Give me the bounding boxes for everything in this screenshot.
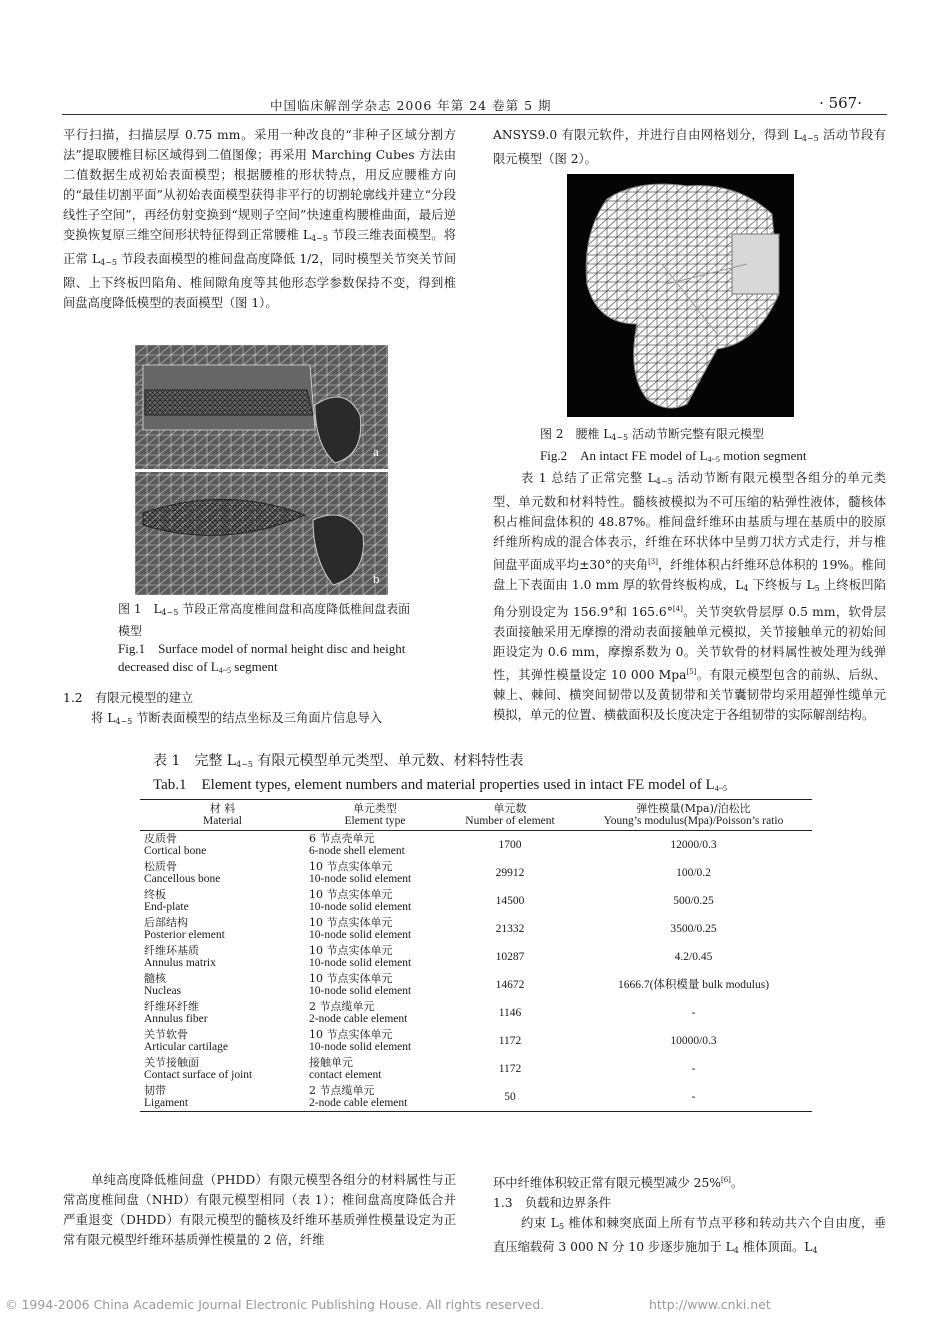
type-zh: 接触单元	[309, 1056, 353, 1069]
material-en: Posterior element	[144, 929, 225, 941]
bottom-right-paragraph	[493, 1170, 886, 1261]
citation-ref: [3]	[648, 558, 658, 566]
figure-2-caption-zh	[540, 425, 880, 447]
subscript: 4~5	[161, 608, 179, 617]
type-zh: 10 节点实体单元	[309, 944, 393, 957]
cell-properties: -	[691, 1090, 696, 1103]
subscript: 4	[733, 1246, 739, 1255]
header-en: Material	[203, 815, 242, 827]
subscript: 4~5	[611, 433, 629, 442]
text: 有限元模型单元类型、单元数、材料特性表	[253, 753, 524, 769]
figure-1-mesh	[135, 345, 388, 595]
page-number: · 567·	[819, 94, 862, 112]
material-zh: 髓核	[144, 972, 166, 985]
header-rule	[62, 114, 887, 115]
type-en: 10-node solid element	[309, 901, 412, 913]
cell-element-type	[305, 1055, 445, 1083]
text: 下终板与 L	[748, 578, 815, 592]
cell-number: 1146	[498, 1006, 522, 1019]
cell-element-type	[305, 971, 445, 999]
subscript: 5	[558, 1222, 565, 1231]
table-row	[140, 859, 812, 887]
header-zh: 单元类型	[353, 802, 397, 815]
subscript: 4	[812, 1246, 818, 1255]
table-row	[140, 1083, 812, 1112]
cell-properties: 3500/0.25	[670, 922, 717, 935]
type-zh: 6 节点壳单元	[309, 832, 375, 845]
figure-2-image	[567, 174, 794, 417]
col-header-number	[445, 800, 575, 831]
type-en: 10-node solid element	[309, 873, 412, 885]
header-zh: 材 料	[209, 802, 236, 815]
cell-element-type	[305, 943, 445, 971]
subscript: 4	[743, 584, 749, 593]
caption-text: motion segment	[719, 448, 807, 463]
subscript: 4~5	[218, 666, 232, 675]
figure-1-caption-en	[118, 640, 418, 680]
table-row	[140, 1055, 812, 1083]
material-en: Ligament	[144, 1097, 189, 1109]
table-row	[140, 831, 812, 860]
section-1-2-text	[63, 708, 456, 732]
right-paragraph-body	[493, 468, 886, 725]
material-zh: 关节接触面	[144, 1056, 199, 1069]
material-en: Cortical bone	[144, 845, 207, 857]
text: 椎体顶面。L	[738, 1240, 813, 1254]
cell-element-type	[305, 915, 445, 943]
cell-number: 21332	[495, 922, 525, 935]
text: 。关节突软骨层厚 0.5 mm，软骨层表面接触采用无摩擦的滑动表面接触单元模拟，关节接触单元的初始间距设定为 0.6 mm，摩擦系数为 0。关节软骨的材料属性被处理为线弹性，其弹性模量设定 10 000 Mpa	[493, 605, 886, 682]
type-zh: 10 节点实体单元	[309, 916, 393, 929]
text: 活动节段有限元模型（图 2）。	[493, 128, 886, 166]
text: 环中纤维体积较正常有限元模型减少 25%	[493, 1176, 721, 1190]
type-zh: 10 节点实体单元	[309, 888, 393, 901]
cell-material	[140, 915, 305, 943]
material-zh: 松质骨	[144, 860, 177, 873]
cell-number: 29912	[495, 866, 525, 879]
subscript: 4~5	[655, 477, 673, 486]
copyright-text: © 1994-2006 China Academic Journal Electronic Publishing House. All rights reserved.	[5, 1297, 545, 1312]
text: Tab.1 Element types, element numbers and material properties used in intact FE model of L	[153, 777, 715, 793]
cell-number: 1172	[498, 1062, 522, 1075]
cell-element-type	[305, 831, 445, 860]
left-paragraph-intro	[63, 125, 456, 313]
text: ，纤维体积占纤维环总体积的 19%。椎间盘上下表面由 1.0 mm 厚的软骨终板构成，L	[493, 558, 886, 592]
material-en: Cancellous bone	[144, 873, 221, 885]
section-1-3-heading: 1.3 负载和边界条件	[493, 1196, 611, 1210]
col-header-material	[140, 800, 305, 831]
cell-material	[140, 1055, 305, 1083]
figure-2-caption	[540, 425, 880, 469]
cell-properties: -	[691, 1062, 696, 1075]
figure-1-label-b: b	[373, 571, 380, 586]
cell-element-type	[305, 999, 445, 1027]
figure-2-mesh	[567, 174, 794, 417]
figure-2-caption-en	[540, 447, 880, 469]
cell-material	[140, 887, 305, 915]
type-en: 2-node cable element	[309, 1097, 408, 1109]
type-zh: 10 节点实体单元	[309, 860, 393, 873]
cell-properties: 10000/0.3	[670, 1034, 717, 1047]
type-en: 2-node cable element	[309, 1013, 408, 1025]
text: 表 1 总结了正常完整 L	[521, 471, 656, 485]
text: 表 1 完整 L	[153, 753, 237, 769]
citation-ref: [6]	[721, 1176, 731, 1184]
cell-number: 14672	[495, 978, 525, 991]
cell-material	[140, 971, 305, 999]
header-zh: 弹性模量(Mpa)/泊松比	[636, 802, 751, 815]
text: 上终板凹陷角分别设定为 156.9°和 165.6°	[493, 578, 886, 619]
table-row	[140, 971, 812, 999]
material-en: Annulus fiber	[144, 1013, 208, 1025]
subscript: 4~5	[714, 784, 728, 793]
text: 约束 L	[521, 1216, 559, 1230]
cell-properties: 500/0.25	[673, 894, 714, 907]
cell-number: 50	[504, 1090, 516, 1103]
text: 。有限元模型包含的前纵、后纵、棘上、棘间、横突间韧带以及黄韧带和关节囊韧带均采用超弹性缆单元模拟，单元的位置、横截面积及长度决定于各组韧带的实际解剖结构。	[493, 668, 886, 722]
bottom-left-paragraph	[63, 1170, 456, 1250]
material-zh: 皮质骨	[144, 832, 177, 845]
table-row	[140, 999, 812, 1027]
figure-1-image	[135, 345, 388, 595]
section-1-2	[63, 688, 456, 732]
caption-text: 图 1 L	[118, 602, 162, 616]
footer-url[interactable]: http://www.cnki.net	[649, 1297, 771, 1312]
table-1-title-zh	[153, 750, 523, 770]
intro-text-3: 节段表面模型的椎间盘高度降低 1/2，同时模型关节突关节间隙、上下终板凹陷角、椎间隙角度等其他形态学参数保持不变，得到椎间盘高度降低模型的表面模型（图 1）。	[63, 252, 456, 310]
type-en: 6-node shell element	[309, 845, 405, 857]
section-1-2-heading: 1.2 有限元模型的建立	[63, 691, 194, 705]
citation-ref: [5]	[686, 668, 697, 676]
citation-ref: [4]	[672, 605, 683, 613]
intro-text-2: 节段三维表面模型。将正常 L	[63, 228, 456, 266]
cell-material	[140, 1083, 305, 1112]
table-row	[140, 887, 812, 915]
type-en: 10-node solid element	[309, 1041, 412, 1053]
type-en: 10-node solid element	[309, 985, 412, 997]
cell-properties: 100/0.2	[676, 866, 711, 879]
subscript: 4~5	[100, 258, 117, 267]
subscript: 4~5	[236, 760, 253, 769]
intro-text-1: 平行扫描，扫描层厚 0.75 mm。采用一种改良的“非种子区域分割方法”提取腰椎目标区域得到二值图像；再采用 Marching Cubes 方法由二值数据生成初始表面模型；根据腰椎的形状特点，用反应腰椎方向的“最佳切割平面”从初始表面模型获得非平行的切割轮廓线并建立“分段线性子空间”，再经仿射变换到“规则子空间”快速重构腰椎曲面，最后逆变换恢复原三维空间形状特征得到正常腰椎 L	[63, 128, 456, 242]
text: 节断表面模型的结点坐标及三角面片信息导入	[132, 711, 383, 725]
table-1-title-en	[153, 773, 727, 794]
cell-properties: 12000/0.3	[670, 838, 717, 851]
cell-number: 1172	[498, 1034, 522, 1047]
subscript: 4~5	[115, 717, 133, 726]
text: 。	[730, 1176, 744, 1190]
type-en: contact element	[309, 1069, 382, 1081]
material-en: Nucleas	[144, 985, 182, 997]
type-zh: 2 节点缆单元	[309, 1000, 375, 1013]
col-header-element-type	[305, 800, 445, 831]
material-zh: 终板	[144, 888, 166, 901]
cell-material	[140, 943, 305, 971]
figure-1-label-a: a	[373, 444, 379, 459]
header-en: Young’s modulus(Mpa)/Poisson’s ratio	[603, 815, 784, 827]
material-en: Contact surface of joint	[144, 1069, 253, 1081]
cell-number: 10287	[495, 950, 525, 963]
cell-properties: 4.2/0.45	[674, 950, 713, 963]
type-zh: 10 节点实体单元	[309, 972, 393, 985]
figure-1-caption	[118, 600, 418, 680]
subscript: 4~5	[707, 455, 720, 464]
cell-number: 14500	[495, 894, 525, 907]
caption-text: 节段正常高度椎间盘和高度降低椎间盘表面模型	[118, 602, 411, 638]
figure-1-caption-zh	[118, 600, 418, 640]
caption-text: Fig.1 Surface model of normal height disc and height decreased disc of L	[118, 641, 406, 674]
type-en: 10-node solid element	[309, 957, 412, 969]
material-zh: 韧带	[144, 1084, 166, 1097]
journal-title: 中国临床解剖学杂志 2006 年第 24 卷第 5 期	[270, 98, 552, 113]
caption-text: 图 2 腰椎 L	[540, 427, 612, 441]
material-zh: 纤维环基质	[144, 944, 199, 957]
cell-properties: -	[691, 1006, 696, 1019]
cell-element-type	[305, 1027, 445, 1055]
cell-element-type	[305, 859, 445, 887]
table-body	[140, 831, 812, 1112]
text: 将 L	[91, 711, 116, 725]
cell-material	[140, 1027, 305, 1055]
subscript: 4~5	[801, 134, 819, 143]
table-1	[140, 799, 812, 1112]
cell-element-type	[305, 887, 445, 915]
type-zh: 10 节点实体单元	[309, 1028, 393, 1041]
right-paragraph-top	[493, 125, 886, 169]
table-header-row	[140, 800, 812, 831]
text: 椎体和棘突底面上所有节点平移和转动共六个自由度，垂直压缩载荷 3 000 N 分 10 步逐步施加于 L	[493, 1216, 886, 1254]
cell-material	[140, 859, 305, 887]
material-zh: 关节软骨	[144, 1028, 188, 1041]
table-row	[140, 1027, 812, 1055]
cell-material	[140, 831, 305, 860]
material-zh: 后部结构	[144, 916, 188, 929]
type-zh: 2 节点缆单元	[309, 1084, 375, 1097]
table-row	[140, 943, 812, 971]
caption-text: 活动节断完整有限元模型	[628, 427, 764, 441]
text: 单纯高度降低椎间盘（PHDD）有限元模型各组分的材料属性与正常高度椎间盘（NHD）有限元模型相同（表 1）；椎间盘高度降低合并严重退变（DHDD）有限元模型的髓核及纤维环基质弹性模量设定为正常有限元模型纤维环基质弹性模量的 2 倍，纤维	[63, 1173, 456, 1247]
text: ANSYS9.0 有限元软件，并进行自由网格划分，得到 L	[493, 128, 802, 142]
cell-element-type	[305, 1083, 445, 1112]
table-1-grid	[140, 799, 812, 1112]
col-header-properties	[575, 800, 812, 831]
caption-text: segment	[231, 659, 278, 674]
subscript: 5	[814, 584, 820, 593]
caption-text: Fig.2 An intact FE model of L	[540, 448, 708, 463]
type-en: 10-node solid element	[309, 929, 412, 941]
material-zh: 纤维环纤维	[144, 1000, 199, 1013]
cell-properties: 1666.7(体积模量 bulk modulus)	[617, 978, 770, 991]
material-en: End-plate	[144, 901, 189, 913]
text: 活动节断有限元模型各组分的单元类型、单元数和材料特性。髓核被模拟为不可压缩的粘弹性液体，髓核体积占椎间盘体积的 48.87%。椎间盘纤维环由基质与埋在基质中的胶原纤维所构成的混合体表示，纤维在环状体中呈剪刀状方式走行，并与椎间盘平面成平均±30°的夹角	[493, 471, 886, 572]
cell-material	[140, 999, 305, 1027]
subscript: 4~5	[311, 234, 328, 243]
material-en: Annulus matrix	[144, 957, 216, 969]
cell-number: 1700	[498, 838, 522, 851]
material-en: Articular cartilage	[144, 1041, 228, 1053]
header-zh: 单元数	[493, 802, 527, 815]
header-en: Element type	[344, 815, 406, 827]
header-en: Number of element	[465, 815, 555, 827]
table-row	[140, 915, 812, 943]
